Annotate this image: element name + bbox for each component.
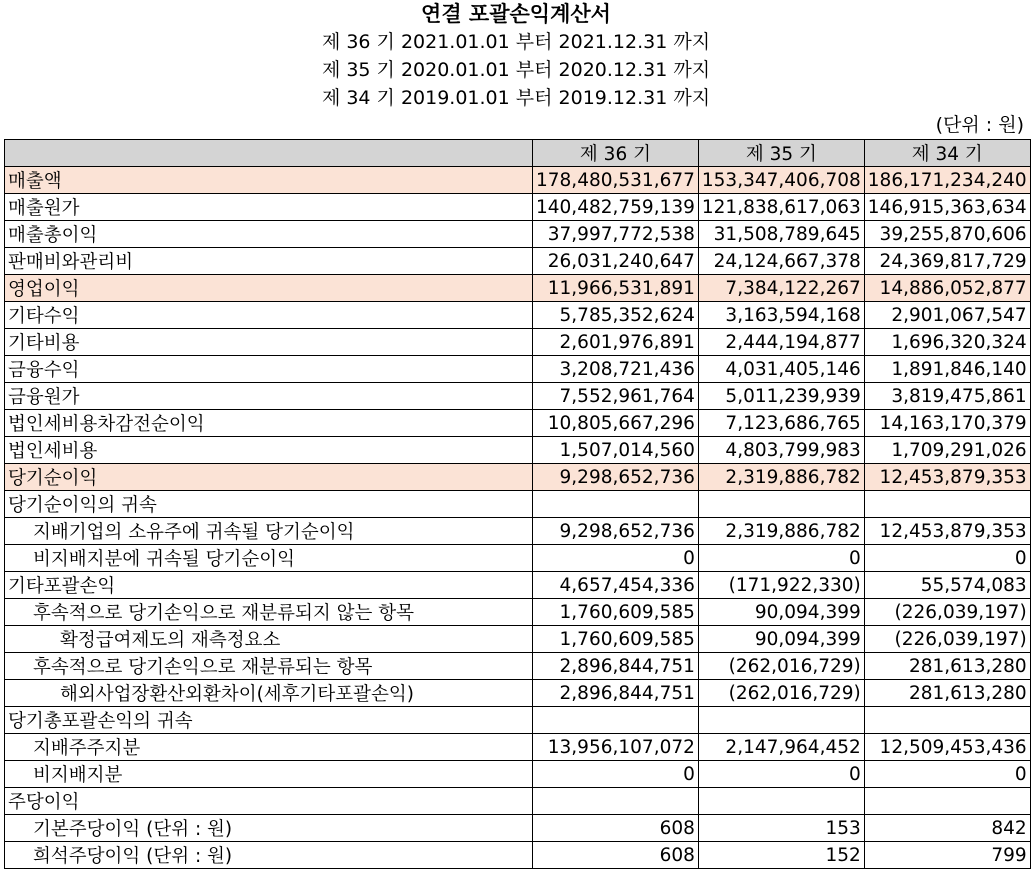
table-row <box>5 545 1031 572</box>
value-36: 3,208,721,436 <box>533 356 699 383</box>
value-36 <box>533 788 699 815</box>
row-label: 후속적으로 당기손익으로 재분류되지 않는 항목 <box>5 599 533 626</box>
value-35: 0 <box>698 545 864 572</box>
value-36: 37,997,772,538 <box>533 221 699 248</box>
value-36: 1,760,609,585 <box>533 626 699 653</box>
value-36: 26,031,240,647 <box>533 248 699 275</box>
value-36: 5,785,352,624 <box>533 302 699 329</box>
row-label: 매출원가 <box>5 194 533 221</box>
value-34: 799 <box>864 842 1030 869</box>
row-label: 당기총포괄손익의 귀속 <box>5 707 533 734</box>
row-label: 금융수익 <box>5 356 533 383</box>
value-35: 2,319,886,782 <box>698 464 864 491</box>
value-36: 1,507,014,560 <box>533 437 699 464</box>
table-row <box>5 518 1031 545</box>
value-34: 186,171,234,240 <box>864 167 1030 194</box>
table-row <box>5 329 1031 356</box>
value-34: 1,709,291,026 <box>864 437 1030 464</box>
row-label: 주당이익 <box>5 788 533 815</box>
value-34: 3,819,475,861 <box>864 383 1030 410</box>
column-header-34: 제 34 기 <box>864 140 1030 167</box>
value-34: 281,613,280 <box>864 680 1030 707</box>
value-36: 0 <box>533 545 699 572</box>
statement-title: 연결 포괄손익계산서 <box>421 2 611 26</box>
table-row <box>5 410 1031 437</box>
value-36: 178,480,531,677 <box>533 167 699 194</box>
column-header-36: 제 36 기 <box>533 140 699 167</box>
value-36: 9,298,652,736 <box>533 518 699 545</box>
row-label: 기타포괄손익 <box>5 572 533 599</box>
table-row <box>5 788 1031 815</box>
value-34: 1,696,320,324 <box>864 329 1030 356</box>
value-34 <box>864 707 1030 734</box>
value-35: 4,031,405,146 <box>698 356 864 383</box>
value-36: 2,601,976,891 <box>533 329 699 356</box>
table-row <box>5 626 1031 653</box>
unit-label: (단위 : 원) <box>935 114 1024 136</box>
table-row <box>5 356 1031 383</box>
value-35: 24,124,667,378 <box>698 248 864 275</box>
value-34 <box>864 491 1030 518</box>
table-row <box>5 491 1031 518</box>
row-label: 매출액 <box>5 167 533 194</box>
income-statement-table <box>4 139 1031 869</box>
value-35: 90,094,399 <box>698 599 864 626</box>
value-34: 12,509,453,436 <box>864 734 1030 761</box>
table-row <box>5 734 1031 761</box>
row-label: 금융원가 <box>5 383 533 410</box>
table-row <box>5 599 1031 626</box>
row-label: 희석주당이익 (단위 : 원) <box>5 842 533 869</box>
value-34 <box>864 788 1030 815</box>
value-35 <box>698 707 864 734</box>
value-35: (262,016,729) <box>698 653 864 680</box>
table-row <box>5 248 1031 275</box>
value-36 <box>533 707 699 734</box>
value-34: 14,886,052,877 <box>864 275 1030 302</box>
table-row <box>5 572 1031 599</box>
value-35: 3,163,594,168 <box>698 302 864 329</box>
value-34: 24,369,817,729 <box>864 248 1030 275</box>
table-row <box>5 167 1031 194</box>
value-36: 1,760,609,585 <box>533 599 699 626</box>
row-label: 비지배지분 <box>5 761 533 788</box>
table-row <box>5 194 1031 221</box>
value-36: 608 <box>533 815 699 842</box>
value-34: 12,453,879,353 <box>864 464 1030 491</box>
row-label: 판매비와관리비 <box>5 248 533 275</box>
period-35: 제 35 기 2020.01.01 부터 2020.12.31 까지 <box>321 59 711 81</box>
row-label: 기본주당이익 (단위 : 원) <box>5 815 533 842</box>
value-35: 7,123,686,765 <box>698 410 864 437</box>
value-36: 10,805,667,296 <box>533 410 699 437</box>
table-row <box>5 383 1031 410</box>
table-row <box>5 302 1031 329</box>
value-34: 0 <box>864 545 1030 572</box>
value-34: 55,574,083 <box>864 572 1030 599</box>
value-34: 12,453,879,353 <box>864 518 1030 545</box>
value-35 <box>698 491 864 518</box>
value-34: 1,891,846,140 <box>864 356 1030 383</box>
table-row <box>5 437 1031 464</box>
row-label: 법인세비용차감전순이익 <box>5 410 533 437</box>
value-36: 13,956,107,072 <box>533 734 699 761</box>
value-35: (262,016,729) <box>698 680 864 707</box>
period-34: 제 34 기 2019.01.01 부터 2019.12.31 까지 <box>321 87 711 109</box>
row-label: 후속적으로 당기손익으로 재분류되는 항목 <box>5 653 533 680</box>
period-36: 제 36 기 2021.01.01 부터 2021.12.31 까지 <box>321 31 711 53</box>
value-35: 153,347,406,708 <box>698 167 864 194</box>
value-34: 281,613,280 <box>864 653 1030 680</box>
row-label: 영업이익 <box>5 275 533 302</box>
value-35: 4,803,799,983 <box>698 437 864 464</box>
table-row <box>5 464 1031 491</box>
value-35: 31,508,789,645 <box>698 221 864 248</box>
statement-header <box>0 0 1032 112</box>
value-35: 5,011,239,939 <box>698 383 864 410</box>
value-34: 842 <box>864 815 1030 842</box>
row-label: 지배기업의 소유주에 귀속될 당기순이익 <box>5 518 533 545</box>
value-36: 9,298,652,736 <box>533 464 699 491</box>
value-35: 153 <box>698 815 864 842</box>
value-34: 39,255,870,606 <box>864 221 1030 248</box>
value-35: 2,444,194,877 <box>698 329 864 356</box>
value-35: 2,319,886,782 <box>698 518 864 545</box>
value-35: (171,922,330) <box>698 572 864 599</box>
value-35 <box>698 788 864 815</box>
table-row <box>5 221 1031 248</box>
header-row <box>5 140 1031 167</box>
row-label: 지배주주지분 <box>5 734 533 761</box>
value-35: 2,147,964,452 <box>698 734 864 761</box>
value-34: 2,901,067,547 <box>864 302 1030 329</box>
value-35: 152 <box>698 842 864 869</box>
row-label: 확정급여제도의 재측정요소 <box>5 626 533 653</box>
value-36: 4,657,454,336 <box>533 572 699 599</box>
value-36 <box>533 491 699 518</box>
value-35: 0 <box>698 761 864 788</box>
table-row <box>5 761 1031 788</box>
row-label: 해외사업장환산외환차이(세후기타포괄손익) <box>5 680 533 707</box>
value-34: 14,163,170,379 <box>864 410 1030 437</box>
column-header-35: 제 35 기 <box>698 140 864 167</box>
value-36: 608 <box>533 842 699 869</box>
value-34: (226,039,197) <box>864 626 1030 653</box>
row-label: 당기순이익 <box>5 464 533 491</box>
value-34: 0 <box>864 761 1030 788</box>
row-label: 당기순이익의 귀속 <box>5 491 533 518</box>
value-36: 7,552,961,764 <box>533 383 699 410</box>
value-36: 11,966,531,891 <box>533 275 699 302</box>
value-36: 2,896,844,751 <box>533 653 699 680</box>
value-36: 2,896,844,751 <box>533 680 699 707</box>
column-header-label <box>5 140 533 167</box>
table-row <box>5 275 1031 302</box>
value-35: 121,838,617,063 <box>698 194 864 221</box>
table-row <box>5 707 1031 734</box>
row-label: 비지배지분에 귀속될 당기순이익 <box>5 545 533 572</box>
value-35: 7,384,122,267 <box>698 275 864 302</box>
row-label: 기타비용 <box>5 329 533 356</box>
row-label: 매출총이익 <box>5 221 533 248</box>
value-34: 146,915,363,634 <box>864 194 1030 221</box>
table-row <box>5 815 1031 842</box>
value-36: 140,482,759,139 <box>533 194 699 221</box>
table-row <box>5 680 1031 707</box>
value-34: (226,039,197) <box>864 599 1030 626</box>
value-35: 90,094,399 <box>698 626 864 653</box>
row-label: 법인세비용 <box>5 437 533 464</box>
value-36: 0 <box>533 761 699 788</box>
row-label: 기타수익 <box>5 302 533 329</box>
table-row <box>5 653 1031 680</box>
